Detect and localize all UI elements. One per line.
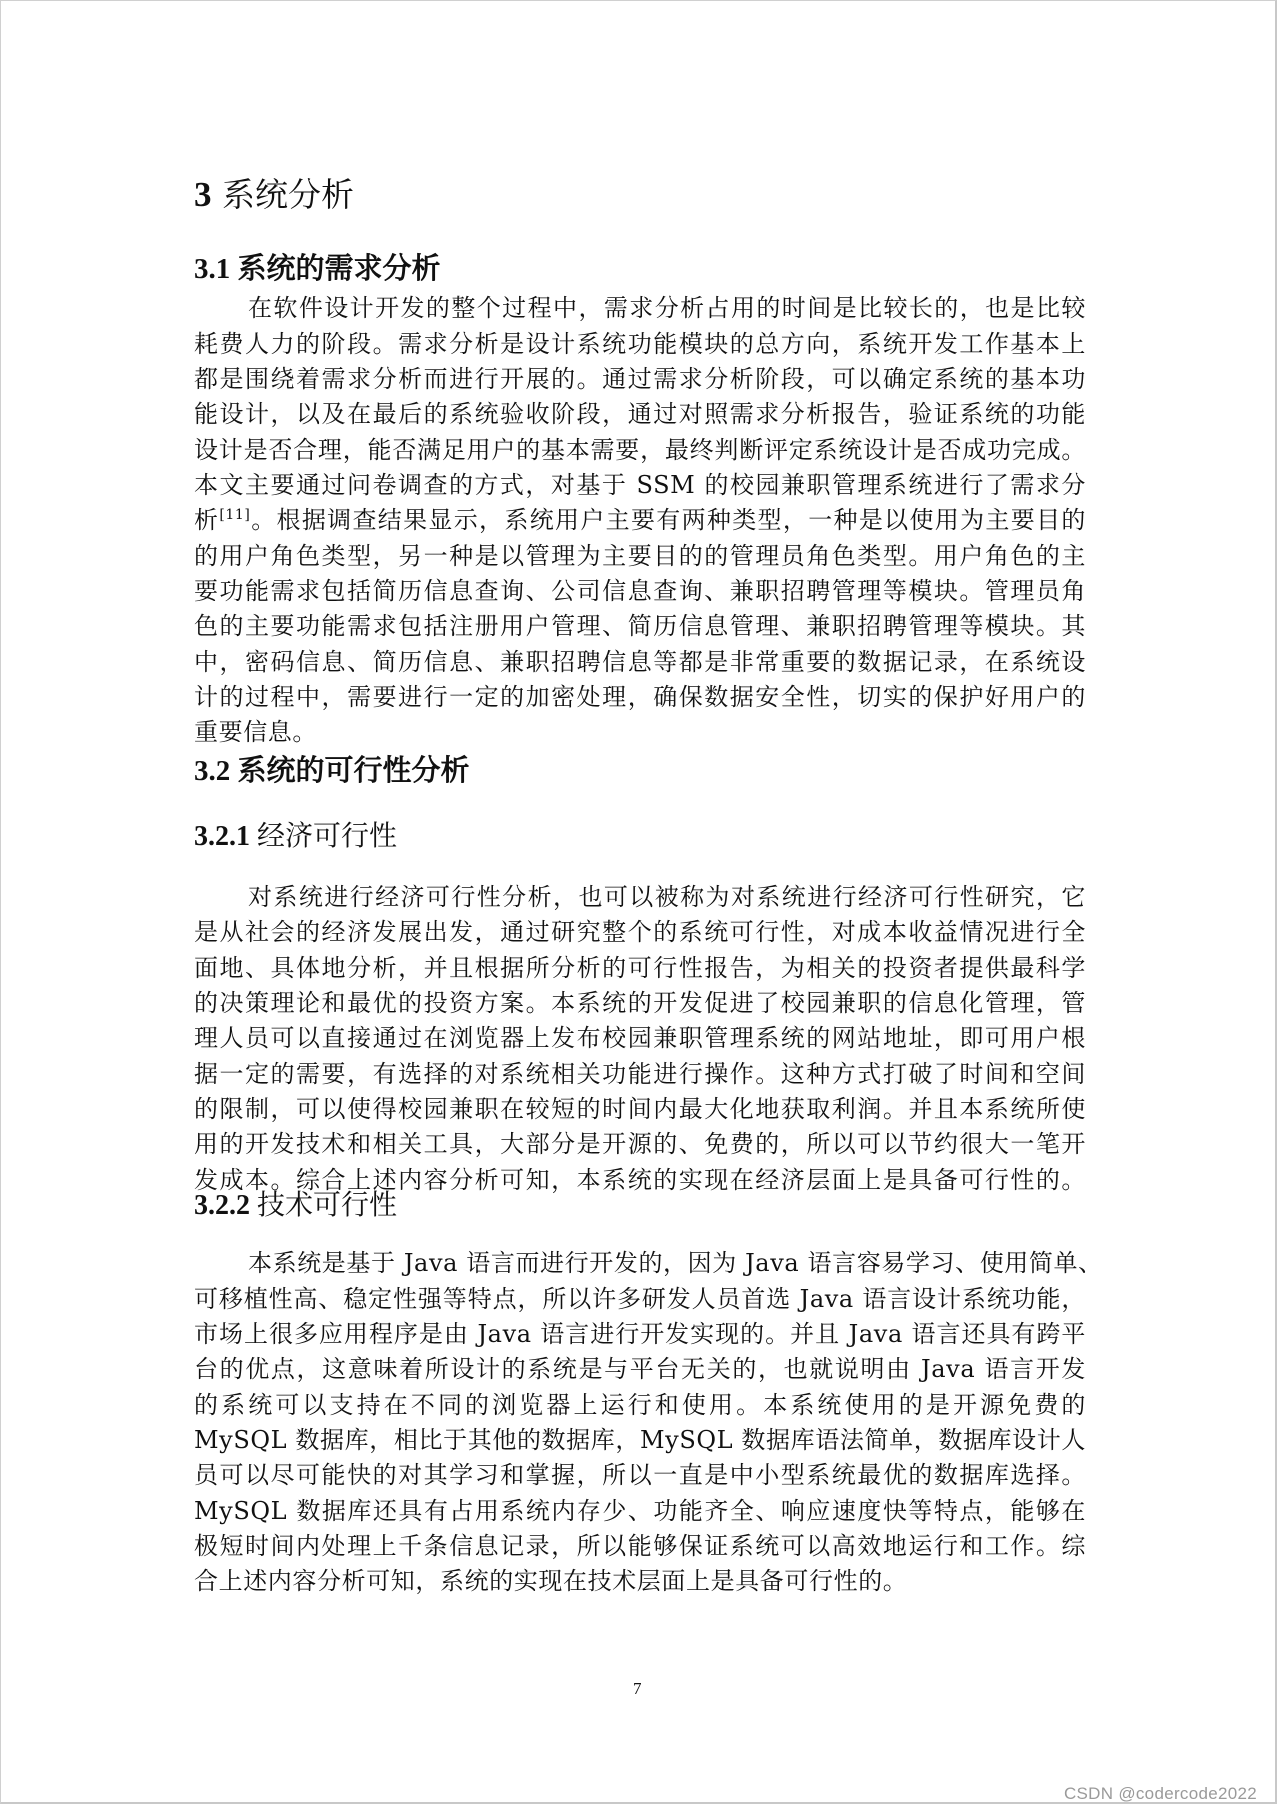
paragraph-line: 可移植性高、稳定性强等特点，所以许多研发人员首选 Java 语言设计系统功能，	[194, 1285, 1086, 1313]
citation-reference: [11]	[219, 507, 251, 523]
paragraph-line: 的系统可以支持在不同的浏览器上运行和使用。本系统使用的是开源免费的	[194, 1391, 1086, 1419]
paragraph-line: MySQL 数据库还具有占用系统内存少、功能齐全、响应速度快等特点，能够在	[194, 1497, 1086, 1525]
paragraph-line: 台的优点，这意味着所设计的系统是与平台无关的，也就说明由 Java 语言开发	[194, 1355, 1086, 1383]
paragraph-line-with-citation	[194, 505, 1086, 535]
paragraph-line: 合上述内容分析可知，系统的实现在技术层面上是具备可行性的。	[194, 1567, 908, 1595]
paragraph-line: 对系统进行经济可行性分析，也可以被称为对系统进行经济可行性研究，它	[248, 883, 1086, 911]
subsection-number: 3.2.1	[194, 821, 250, 852]
paragraph-line: 本文主要通过问卷调查的方式，对基于 SSM 的校园兼职管理系统进行了需求分	[194, 471, 1086, 499]
section-title: 系统的可行性分析	[237, 755, 470, 787]
chapter-heading	[194, 173, 354, 217]
paragraph-line: 是从社会的经济发展出发，通过研究整个的系统可行性，对成本收益情况进行全	[194, 918, 1086, 946]
paragraph-line: 极短时间内处理上千条信息记录，所以能够保证系统可以高效地运行和工作。综	[194, 1532, 1086, 1560]
paragraph-line: 能设计，以及在最后的系统验收阶段，通过对照需求分析报告，验证系统的功能	[194, 400, 1086, 428]
paragraph-line: 的用户角色类型，另一种是以管理为主要目的的管理员角色类型。用户角色的主	[194, 542, 1086, 570]
subsection-title: 经济可行性	[257, 821, 398, 852]
section-number: 3.2	[194, 755, 231, 787]
paragraph-line: 在软件设计开发的整个过程中，需求分析占用的时间是比较长的，也是比较	[248, 294, 1086, 322]
csdn-watermark: CSDN @codercode2022	[1063, 1784, 1257, 1803]
paragraph-line: 重要信息。	[194, 718, 317, 746]
section-title: 系统的需求分析	[237, 253, 441, 285]
paragraph-line: 理人员可以直接通过在浏览器上发布校园兼职管理系统的网站地址，即可用户根	[194, 1024, 1086, 1052]
paragraph-line: 员可以尽可能快的对其学习和掌握，所以一直是中小型系统最优的数据库选择。	[194, 1461, 1086, 1489]
line-start: 析	[194, 506, 220, 534]
paragraph-line: 要功能需求包括简历信息查询、公司信息查询、兼职招聘管理等模块。管理员角	[194, 577, 1086, 605]
paragraph-line: 耗费人力的阶段。需求分析是设计系统功能模块的总方向，系统开发工作基本上	[194, 330, 1086, 358]
paragraph-line: 设计是否合理，能否满足用户的基本需要，最终判断评定系统设计是否成功完成。	[194, 436, 1086, 464]
section-number: 3.1	[194, 253, 231, 285]
paragraph-line: 用的开发技术和相关工具，大部分是开源的、免费的，所以可以节约很大一笔开	[194, 1130, 1086, 1158]
paragraph-line: 发成本。综合上述内容分析可知，本系统的实现在经济层面上是具备可行性的。	[194, 1166, 1086, 1194]
paragraph-line: 市场上很多应用程序是由 Java 语言进行开发实现的。并且 Java 语言还具有跨平	[194, 1320, 1086, 1348]
section-heading-3-2	[194, 752, 470, 790]
line-rest: 。根据调查结果显示，系统用户主要有两种类型，一种是以使用为主要目的	[250, 506, 1086, 534]
paragraph-line: 据一定的需要，有选择的对系统相关功能进行操作。这种方式打破了时间和空间	[194, 1060, 1086, 1088]
subsection-heading-3-2-1	[194, 818, 397, 856]
page-number: 7	[633, 1679, 642, 1698]
paragraph-line: 的决策理论和最优的投资方案。本系统的开发促进了校园兼职的信息化管理，管	[194, 989, 1086, 1017]
paragraph-line: 计的过程中，需要进行一定的加密处理，确保数据安全性，切实的保护好用户的	[194, 683, 1086, 711]
paragraph-line: 本系统是基于 Java 语言而进行开发的，因为 Java 语言容易学习、使用简单、	[248, 1249, 1103, 1277]
paragraph-line: 色的主要功能需求包括注册用户管理、简历信息管理、兼职招聘管理等模块。其	[194, 612, 1086, 640]
section-heading-3-1	[194, 250, 441, 288]
paragraph-line: 面地、具体地分析，并且根据所分析的可行性报告，为相关的投资者提供最科学	[194, 954, 1086, 982]
subsection-title: 技术可行性	[257, 1190, 398, 1221]
paragraph-line: 都是围绕着需求分析而进行开展的。通过需求分析阶段，可以确定系统的基本功	[194, 365, 1086, 393]
chapter-title: 系统分析	[222, 175, 354, 214]
paragraph-line: 的限制，可以使得校园兼职在较短的时间内最大化地获取利润。并且本系统所使	[194, 1095, 1086, 1123]
chapter-number: 3	[194, 175, 212, 214]
paragraph-line: 中，密码信息、简历信息、兼职招聘信息等都是非常重要的数据记录，在系统设	[194, 648, 1086, 676]
subsection-heading-3-2-2	[194, 1187, 397, 1225]
subsection-number: 3.2.2	[194, 1190, 250, 1221]
paragraph-line: MySQL 数据库，相比于其他的数据库，MySQL 数据库语法简单，数据库设计人	[194, 1426, 1086, 1454]
